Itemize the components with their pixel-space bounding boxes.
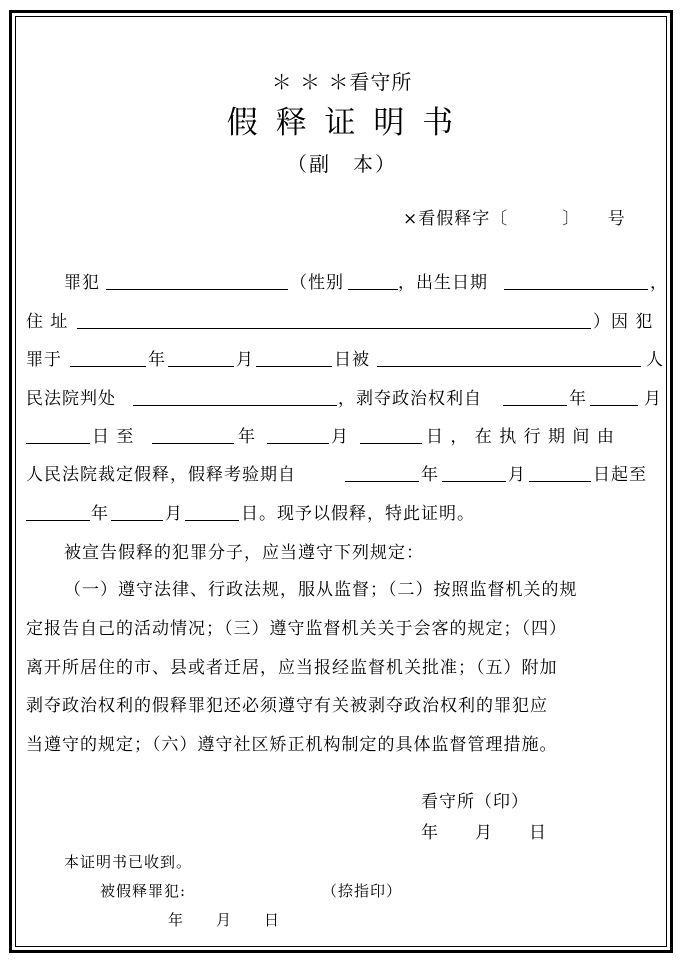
rules-line-3: 离开所居住的市、县或者迁居，应当报经监督机关批准；（五）附加 (26, 658, 558, 678)
label-parole-granted: 日。现予以假释，特此证明。 (241, 504, 475, 524)
label-month-4: 月 (508, 465, 526, 485)
label-day-to: 日 至 (92, 427, 135, 447)
blank-month-4 (442, 481, 506, 482)
label-parole-ruling: 人民法院裁定假释，假释考验期自 (26, 465, 296, 485)
blank-year-4 (345, 481, 419, 482)
label-day-by: 日被 (334, 350, 370, 370)
blank-court (377, 366, 641, 367)
institution-name: ＊ ＊ ＊看守所 (271, 70, 413, 94)
label-address: 住 址 (26, 312, 69, 332)
rules-line-2: 定报告自己的活动情况；（三）遵守监督机关关于会客的规定；（四） (26, 619, 567, 639)
blank-prisoner-name (106, 289, 288, 290)
signature-date: 年 月 日 (421, 823, 547, 843)
label-month-2: 月 (644, 389, 662, 409)
blank-year-2 (503, 405, 567, 406)
label-year-2: 年 (569, 389, 587, 409)
label-month-5: 月 (165, 504, 183, 524)
document-title: 假 释 证 明 书 (226, 105, 458, 141)
receipt-prisoner-label: 被假释罪犯: (100, 882, 187, 900)
blank-year-1 (70, 366, 146, 367)
document-subtitle: （副 本） (287, 152, 397, 176)
blank-day-3 (360, 443, 422, 444)
blank-day-4 (529, 481, 591, 482)
label-year-5: 年 (91, 504, 109, 524)
label-prisoner: 罪犯 (64, 273, 100, 293)
punct-comma: ， (650, 273, 668, 293)
label-day-from: 日起至 (593, 465, 647, 485)
blank-address (77, 328, 591, 329)
blank-day-5 (185, 520, 239, 521)
label-month-1: 月 (236, 350, 254, 370)
rules-line-4: 剥夺政治权利的假释罪犯还必须遵守有关被剥夺政治权利的罪犯应 (26, 696, 548, 716)
label-because-of: ）因 犯 (593, 312, 654, 332)
blank-gender (348, 289, 398, 290)
blank-day-1 (256, 366, 332, 367)
receipt-date: 年 月 日 (168, 911, 281, 929)
blank-month-5 (111, 520, 163, 521)
rules-intro: 被宣告假释的犯罪分子，应当遵守下列规定： (64, 543, 424, 563)
blank-sentence (133, 405, 337, 406)
detention-seal: 看守所（印） (421, 792, 529, 812)
blank-month-3 (267, 443, 329, 444)
label-court-sentenced: 民法院判处 (26, 389, 116, 409)
label-crime-on: 罪于 (26, 350, 62, 370)
label-month-3: 月 (331, 427, 349, 447)
blank-birthdate (504, 289, 648, 290)
blank-month-2 (590, 405, 638, 406)
rules-line-5: 当遵守的规定；（六）遵守社区矫正机构制定的具体监督管理措施。 (26, 735, 558, 755)
blank-year-3 (152, 443, 234, 444)
blank-year-5 (26, 520, 90, 521)
document-number: ×看假释字〔 〕 号 (403, 209, 626, 229)
label-gender: （性别 (290, 273, 344, 293)
label-people: 人 (646, 350, 664, 370)
label-during-execution: 日 ， 在 执 行 期 间 由 (426, 427, 615, 447)
receipt-received: 本证明书已收到。 (64, 853, 193, 871)
label-year-3: 年 (238, 427, 256, 447)
blank-day-2 (26, 443, 90, 444)
label-year-4: 年 (421, 465, 439, 485)
rules-line-1: （一）遵守法律、行政法规，服从监督；（二）按照监督机关的规 (64, 580, 578, 600)
label-birthdate: ，出生日期 (398, 273, 488, 293)
label-deprive-rights: ，剥夺政治权利自 (338, 389, 482, 409)
receipt-thumbprint: （捺指印） (322, 882, 403, 900)
label-year-1: 年 (148, 350, 166, 370)
blank-month-1 (168, 366, 234, 367)
